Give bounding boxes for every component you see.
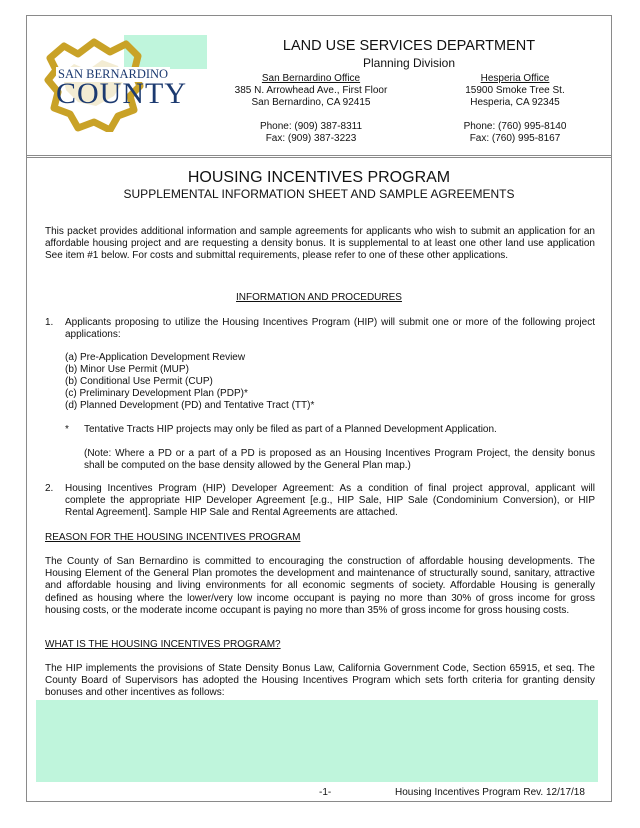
office-address2: Hesperia, CA 92345 (470, 97, 560, 108)
division-name: Planning Division (362, 56, 456, 70)
office-fax: Fax: (909) 387-3223 (265, 133, 357, 144)
department-name: LAND USE SERVICES DEPARTMENT (282, 38, 536, 54)
highlight-box-bottom (36, 700, 598, 782)
office-fax: Fax: (760) 995-8167 (469, 133, 561, 144)
office-name: San Bernardino Office (261, 73, 361, 84)
item-number: 2. (45, 483, 54, 494)
item2-text: Housing Incentives Program (HIP) Developer Agreement: As a condition of final project approval, applicant will complete the appropriate HIP Developer Agreement [e.g., HIP Sale, HIP Sale (Condominium Conversion), or HIP Rental Agreement]. Sample HIP Sale and Rental Agreements are attached. (65, 483, 595, 519)
header-divider-double (26, 157, 612, 158)
section-heading-reason: REASON FOR THE HOUSING INCENTIVES PROGRAM (45, 532, 301, 543)
document-title: HOUSING INCENTIVES PROGRAM (187, 169, 451, 186)
page-number: -1- (319, 787, 332, 798)
list-item: (c) Preliminary Development Plan (PDP)* (65, 388, 248, 399)
header-divider (26, 155, 612, 156)
document-subtitle: SUPPLEMENTAL INFORMATION SHEET AND SAMPLE AGREEMENTS (123, 187, 515, 201)
note-paragraph: (Note: Where a PD or a part of a PD is proposed as an Housing Incentives Program Project, the density bonus shall be computed on the base density allowed by the General Plan map.) (84, 448, 595, 472)
revision-note: Housing Incentives Program Rev. 12/17/18 (395, 787, 585, 798)
office-address2: San Bernardino, CA 92415 (251, 97, 371, 108)
office-address1: 385 N. Arrowhead Ave., First Floor (234, 85, 388, 96)
office-address1: 15900 Smoke Tree St. (465, 85, 565, 96)
logo-text-line1: SAN BERNARDINO (58, 67, 169, 81)
footnote-text: Tentative Tracts HIP projects may only be filed as part of a Planned Development Application. (84, 424, 497, 435)
item1-text: Applicants proposing to utilize the Housing Incentives Program (HIP) will submit one or more of the following project applications: (65, 317, 595, 341)
section-heading-info: INFORMATION AND PROCEDURES (236, 292, 402, 303)
what-paragraph: The HIP implements the provisions of State Density Bonus Law, California Government Code, Section 65915, et seq. The County Board of Supervisors has adopted the Housing Incentives Program which sets forth criteria for granting density bonuses and other incentives as follows: (45, 663, 595, 699)
intro-paragraph: This packet provides additional information and sample agreements for applicants who wish to submit an application for an affordable housing project and are requesting a density bonus. It is supplemental to at least one other land use application See item #1 below. For costs and submittal requirements, please refer to one of these other applications. (45, 226, 595, 262)
item-number: 1. (45, 317, 54, 328)
reason-paragraph: The County of San Bernardino is committed to encouraging the construction of affordable housing developments. The Housing Element of the General Plan promotes the development and maintenance of structurally sound, sanitary, attractive and affordable housing and living environments for all economic segments of society. Affordable Housing is generally defined as housing where the lower/very low income occupant is paying no more than 30% of gross income for gross housing costs, or the moderate income occupant is paying no more than 35% of gross income for gross housing costs. (45, 556, 595, 616)
list-item: (d) Planned Development (PD) and Tentative Tract (TT)* (65, 400, 315, 411)
list-item: (b) Conditional Use Permit (CUP) (65, 376, 213, 387)
logo-text-line2: COUNTY (56, 77, 187, 110)
footnote-asterisk: * (65, 424, 69, 435)
list-item: (b) Minor Use Permit (MUP) (65, 364, 189, 375)
section-heading-what: WHAT IS THE HOUSING INCENTIVES PROGRAM? (45, 639, 281, 650)
office-name: Hesperia Office (480, 73, 550, 84)
office-phone: Phone: (909) 387-8311 (259, 121, 363, 132)
county-logo (44, 36, 206, 132)
office-phone: Phone: (760) 995-8140 (463, 121, 567, 132)
list-item: (a) Pre-Application Development Review (65, 352, 246, 363)
